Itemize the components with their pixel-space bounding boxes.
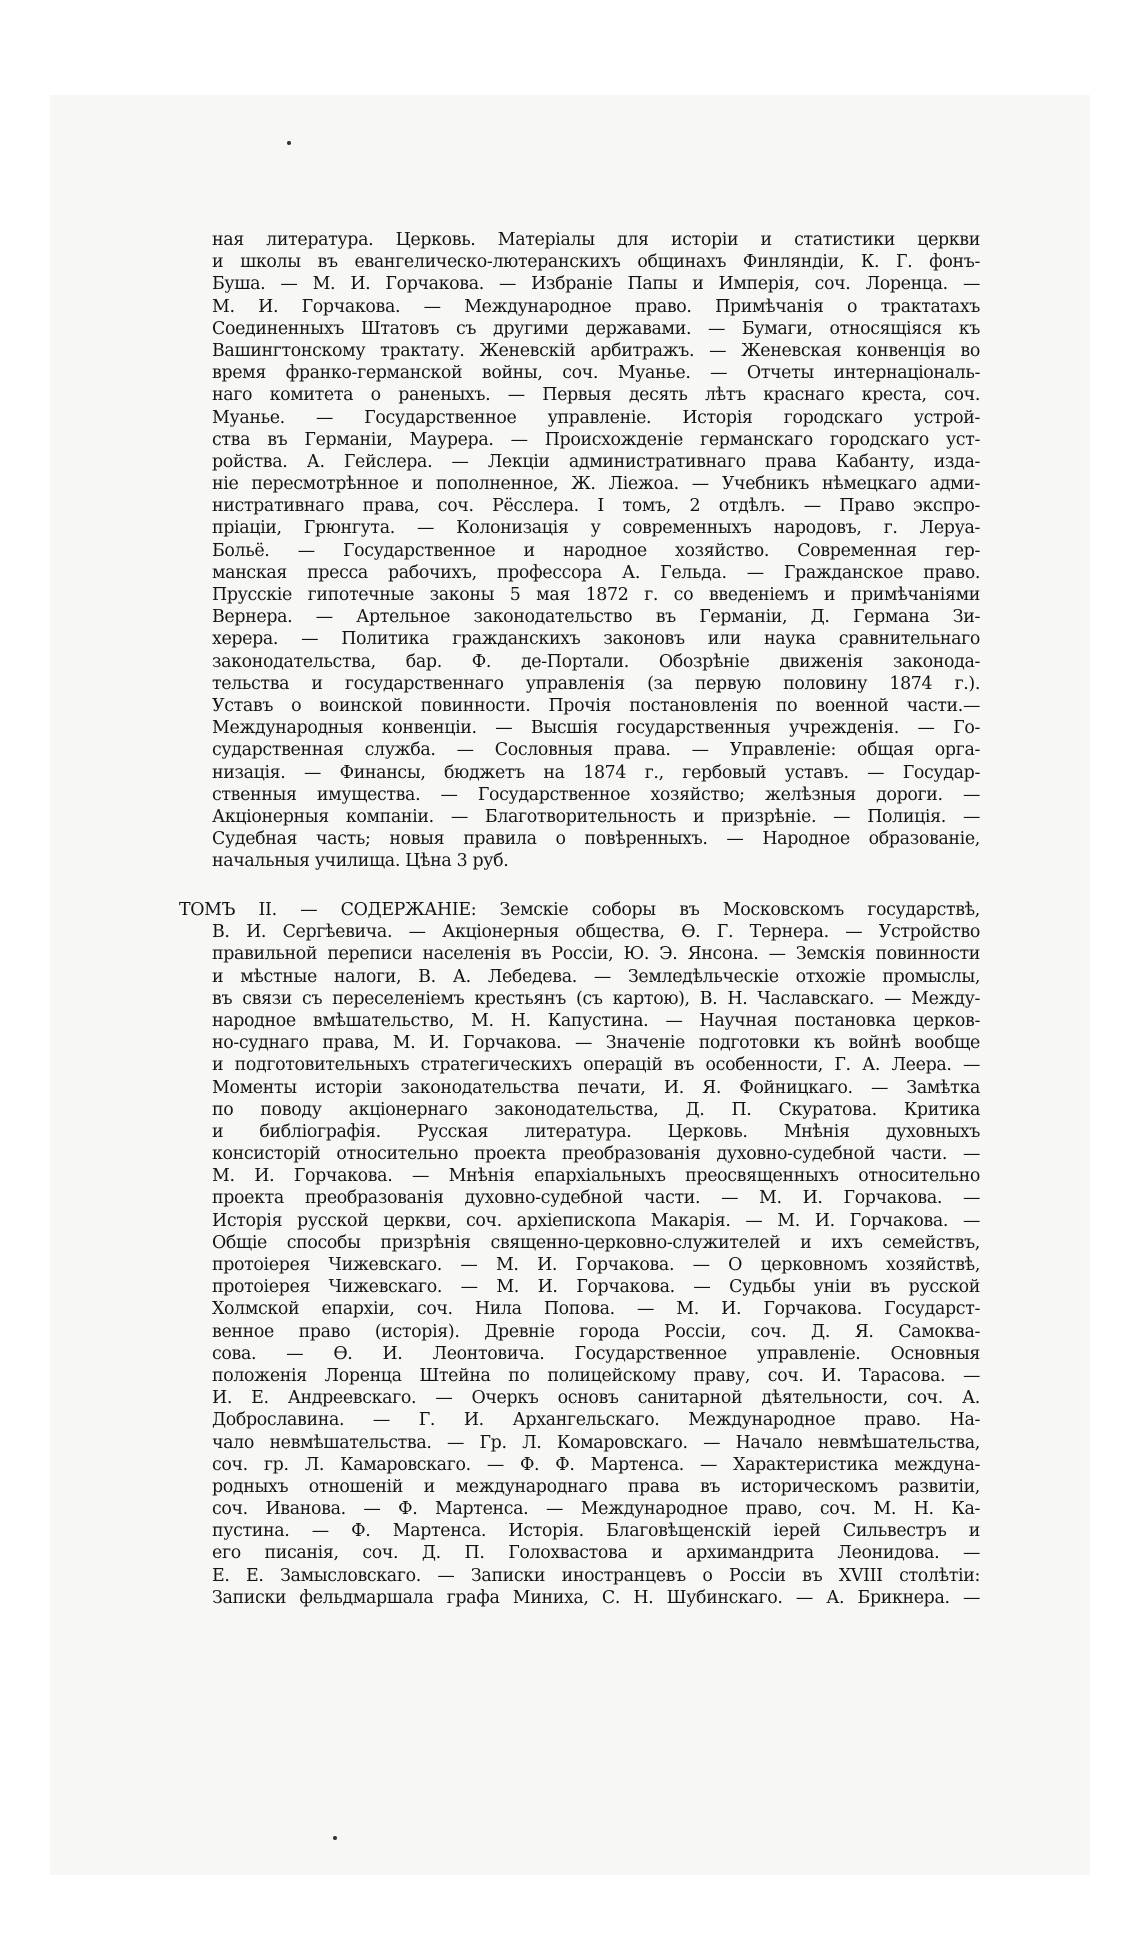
text-line: и библіографія. Русская литература. Церковь. Мнѣнія духовныхъ xyxy=(212,1121,980,1142)
text-line: народное вмѣшательство, М. Н. Капустина. — Научная постановка церков- xyxy=(212,1010,980,1031)
text-line: Общіе способы призрѣнія священно-церковно-служителей и ихъ семействъ, xyxy=(212,1232,980,1253)
text-line: положенія Лоренца Штейна по полицейскому праву, соч. И. Тарасова. — xyxy=(212,1365,980,1386)
text-line: низація. — Финансы, бюджетъ на 1874 г., гербовый уставъ. — Государ- xyxy=(212,762,980,783)
text-line: и мѣстные налоги, В. А. Лебедева. — Земледѣльческіе отхожіе промыслы, xyxy=(212,966,980,987)
text-line: Больё. — Государственное и народное хозяйство. Современная гер- xyxy=(212,540,980,561)
text-line: Буша. — М. И. Горчакова. — Избраніе Папы и Имперія, соч. Лоренца. — xyxy=(212,274,980,295)
text-line: Соединенныхъ Штатовъ съ другими державами. — Бумаги, относящіяся къ xyxy=(212,318,980,339)
text-line: Е. Е. Замысловскаго. — Записки иностранцевъ о Россіи въ XVIII столѣтіи: xyxy=(212,1565,980,1586)
text-line: М. И. Горчакова. — Мнѣнія епархіальныхъ преосвященныхъ относительно xyxy=(212,1166,980,1187)
text-line: по поводу акціонернаго законодательства, Д. П. Скуратова. Критика xyxy=(212,1099,980,1120)
text-line-price: начальныя училища. Цѣна 3 руб. xyxy=(212,851,509,872)
text-line: пустина. — Ф. Мартенса. Исторія. Благовѣщенскій іерей Сильвестръ и xyxy=(212,1521,980,1542)
text-line: правильной переписи населенія въ Россіи, Ю. Э. Янсона. — Земскія повинности xyxy=(212,944,980,965)
volume-heading-line: ТОМЪ II. — СОДЕРЖАНІЕ: Земскіе соборы въ Московскомъ государствѣ, xyxy=(179,900,980,920)
text-line: сова. — Ѳ. И. Леонтовича. Государственное управленіе. Основныя xyxy=(212,1343,980,1364)
text-line: соч. Иванова. — Ф. Мартенса. — Международное право, соч. М. Н. Ка- xyxy=(212,1499,980,1520)
text-line: Международныя конвенціи. — Высшія государственныя учрежденія. — Го- xyxy=(212,718,980,739)
text-line: ніе пересмотрѣнное и пополненное, Ж. Ліежоа. — Учебникъ нѣмецкаго адми- xyxy=(212,474,980,495)
text-line: сударственная служба. — Сословныя права. — Управленіе: общая орга- xyxy=(212,740,980,761)
text-line: его писанія, соч. Д. П. Голохвастова и архимандрита Леонидова. — xyxy=(212,1543,980,1564)
text-line: родныхъ отношеній и международнаго права въ историческомъ развитіи, xyxy=(212,1476,980,1497)
text-line: соч. гр. Л. Камаровскаго. — Ф. Ф. Мартенса. — Характеристика междуна- xyxy=(212,1454,980,1475)
text-line: но-суднаго права, М. И. Горчакова. — Значеніе подготовки къ войнѣ вообще xyxy=(212,1033,980,1054)
text-line: ройства. А. Гейслера. — Лекціи административнаго права Кабанту, изда- xyxy=(212,451,980,472)
text-line: законодательства, бар. Ф. де-Портали. Обозрѣніе движенія законода- xyxy=(212,651,980,672)
text-line: и подготовительныхъ стратегическихъ операцій въ особенности, Г. А. Леера. — xyxy=(212,1055,980,1076)
text-line: консисторій относительно проекта преобразованія духовно-судебной части. — xyxy=(212,1144,980,1165)
text-line: протоіерея Чижевскаго. — М. И. Горчакова. — Судьбы уніи въ русской xyxy=(212,1277,980,1298)
text-line: М. И. Горчакова. — Международное право. Примѣчанія о трактатахъ xyxy=(212,296,980,317)
ink-speck xyxy=(287,141,291,145)
text-line: И. Е. Андреевскаго. — Очеркъ основъ санитарной дѣятельности, соч. А. xyxy=(212,1388,980,1409)
text-line: протоіерея Чижевскаго. — М. И. Горчакова. — О церковномъ хозяйствѣ, xyxy=(212,1255,980,1275)
text-line: время франко-германской войны, соч. Муанье. — Отчеты интернаціональ- xyxy=(212,363,980,384)
text-line: Прусскіе гипотечные законы 5 мая 1872 г. со введеніемъ и примѣчаніями xyxy=(212,585,980,605)
text-line: херера. — Политика гражданскихъ законовъ или наука сравнительнаго xyxy=(212,629,980,650)
text-line: чало невмѣшательства. — Гр. Л. Комаровскаго. — Начало невмѣшательства, xyxy=(212,1432,980,1453)
text-line: нистративнаго права, соч. Рёсслера. I томъ, 2 отдѣлъ. — Право экспро- xyxy=(212,496,980,517)
text-line: Вернера. — Артельное законодательство въ Германіи, Д. Германа Зи- xyxy=(212,607,980,628)
ink-speck xyxy=(333,1836,337,1840)
text-line: манская пресса рабочихъ, профессора А. Гельда. — Гражданское право. xyxy=(212,562,980,583)
text-line: В. И. Сергѣевича. — Акціонерныя общества, Ѳ. Г. Тернера. — Устройство xyxy=(212,922,980,943)
text-line: пріаціи, Грюнгута. — Колонизація у современныхъ народовъ, г. Леруа- xyxy=(212,518,980,539)
text-line: Исторія русской церкви, соч. архіепископа Макарія. — М. И. Горчакова. — xyxy=(212,1210,980,1231)
text-line: Записки фельдмаршала графа Миниха, С. Н. Шубинскаго. — А. Брикнера. — xyxy=(212,1587,980,1608)
text-line: ства въ Германіи, Маурера. — Происхожденіе германскаго городскаго уст- xyxy=(212,429,980,450)
text-line: ная литература. Церковь. Матеріалы для исторіи и статистики церкви xyxy=(212,230,980,250)
text-line: ственныя имущества. — Государственное хозяйство; желѣзныя дороги. — xyxy=(212,784,980,805)
text-line: въ связи съ переселеніемъ крестьянъ (съ картою), В. Н. Чаславскаго. — Между- xyxy=(212,988,980,1009)
section-continuation xyxy=(212,229,980,872)
volume-2-contents xyxy=(179,899,980,1609)
text-line: Вашингтонскому трактату. Женевскій арбитражъ. — Женевская конвенція во xyxy=(212,340,980,361)
text-line: и школы въ евангелическо-лютеранскихъ общинахъ Финляндіи, К. Г. фонъ- xyxy=(212,252,980,273)
text-line: Муанье. — Государственное управленіе. Исторія городскаго устрой- xyxy=(212,407,980,428)
text-line: Доброславина. — Г. И. Архангельскаго. Международное право. На- xyxy=(212,1410,980,1431)
text-line: Судебная часть; новыя правила о повѣренныхъ. — Народное образованіе, xyxy=(212,829,980,850)
text-line: венное право (исторія). Древніе города Россіи, соч. Д. Я. Самоква- xyxy=(212,1321,980,1342)
text-line: проекта преобразованія духовно-судебной части. — М. И. Горчакова. — xyxy=(212,1188,980,1209)
text-line: Уставъ о воинской повинности. Прочія постановленія по военной части.— xyxy=(212,695,980,716)
text-line: Холмской епархіи, соч. Нила Попова. — М. И. Горчакова. Государст- xyxy=(212,1299,980,1320)
text-line: Моменты исторіи законодательства печати, И. Я. Фойницкаго. — Замѣтка xyxy=(212,1077,980,1098)
text-line: Акціонерныя компаніи. — Благотворительность и призрѣніе. — Полиція. — xyxy=(212,806,980,827)
text-line: наго комитета о раненыхъ. — Первыя десять лѣтъ краснаго креста, соч. xyxy=(212,385,980,406)
text-line: тельства и государственнаго управленія (за первую половину 1874 г.). xyxy=(212,673,980,694)
